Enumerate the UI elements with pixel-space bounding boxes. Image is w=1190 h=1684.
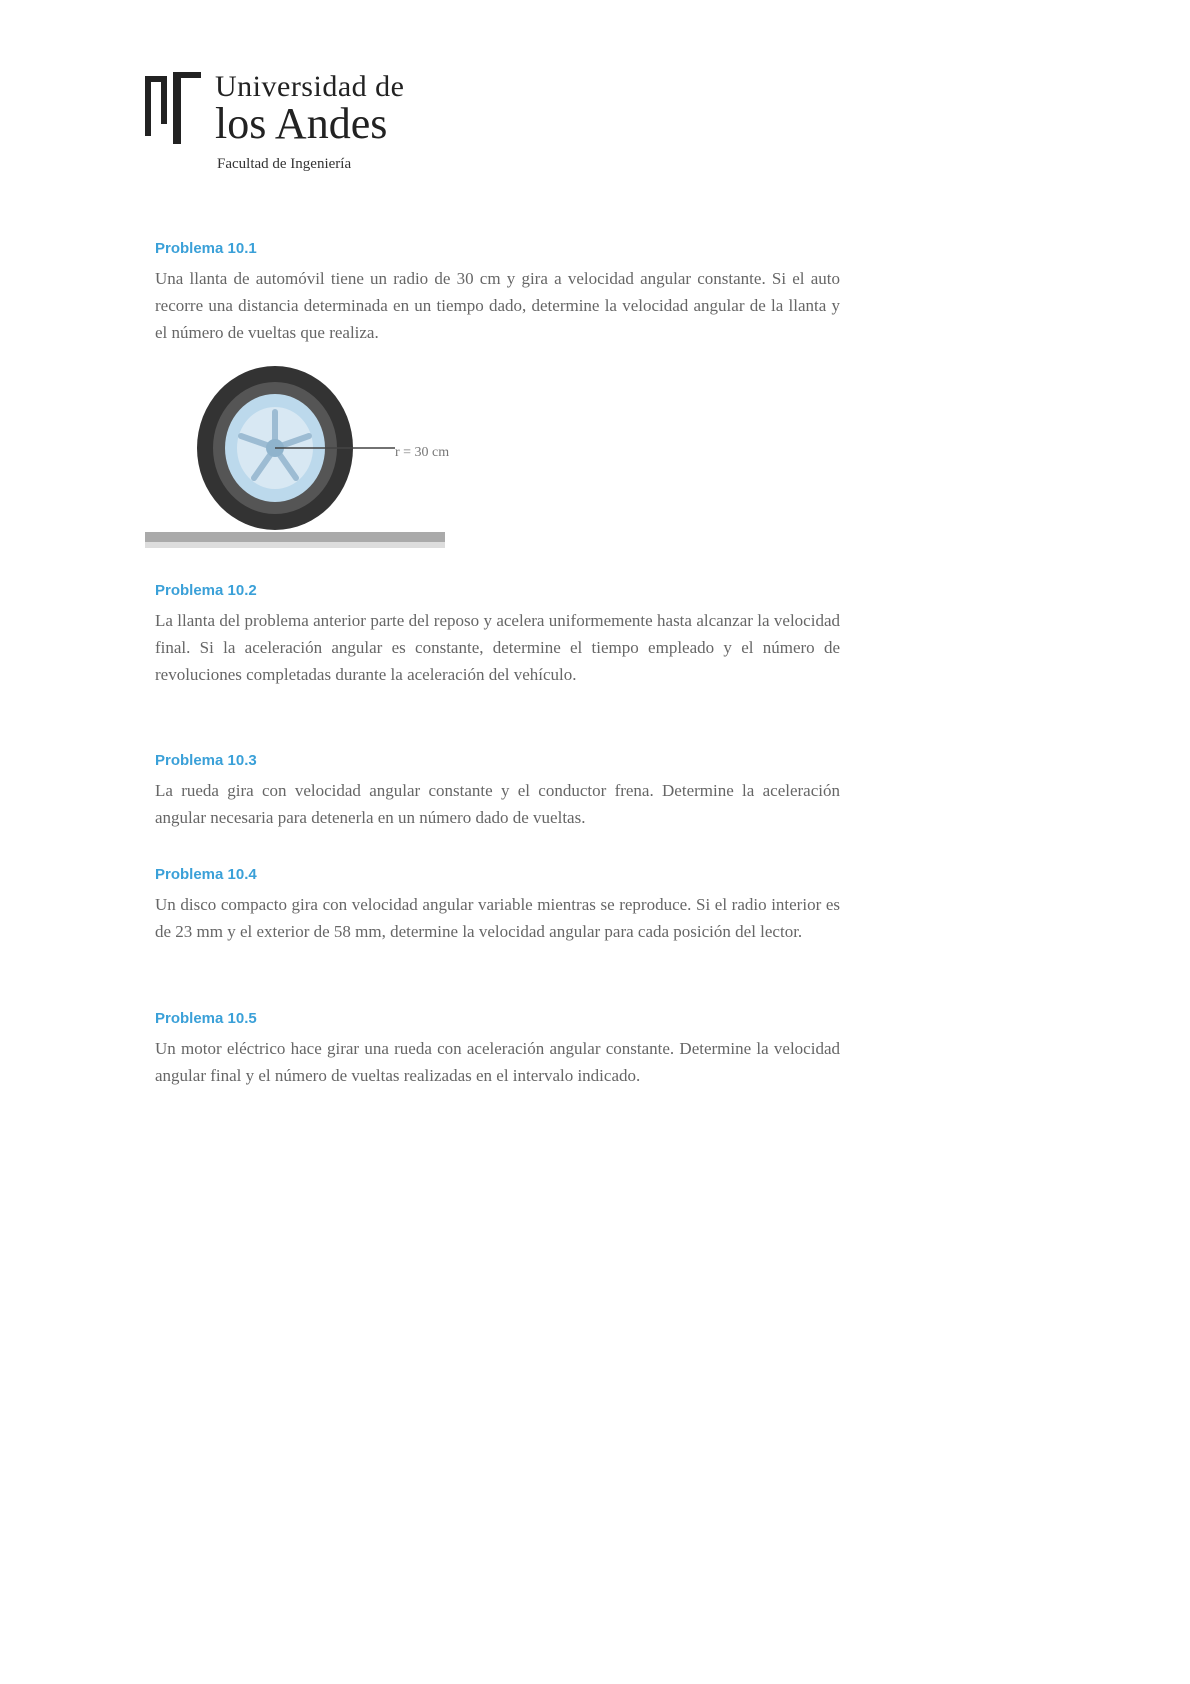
- problem-text: Un disco compacto gira con velocidad angular variable mientras se reproduce. Si el radio interior es de 23 mm y el exterior de 58 mm, determine la velocidad angular para cada posición del lector.: [155, 895, 840, 941]
- problem-heading: Problema 10.4: [155, 866, 257, 883]
- problem-section-1: [155, 240, 840, 346]
- problem-heading: Problema 10.5: [155, 1010, 257, 1027]
- problem-text: Una llanta de automóvil tiene un radio de 30 cm y gira a velocidad angular constante. Si el auto recorre una distancia determinada en un tiempo dado, determine la velocidad angular de la llanta y el número de vueltas que realiza.: [155, 269, 840, 342]
- logo-line-2: los Andes: [215, 99, 388, 148]
- problem-section-5: [155, 1010, 840, 1089]
- logo-line-3: Facultad de Ingeniería: [217, 156, 352, 172]
- problem-section-2: [155, 582, 840, 688]
- problem-section-3: [155, 752, 840, 831]
- problem-text: La llanta del problema anterior parte del reposo y acelera uniformemente hasta alcanzar la velocidad final. Si la aceleración angular es constante, determine el tiempo empleado y el número de revoluciones completadas durante la aceleración del vehículo.: [155, 611, 840, 684]
- problem-heading: Problema 10.3: [155, 752, 257, 769]
- problem-text: Un motor eléctrico hace girar una rueda con aceleración angular constante. Determine la velocidad angular final y el número de vueltas realizadas en el intervalo indicado.: [155, 1039, 840, 1085]
- problem-text: La rueda gira con velocidad angular constante y el conductor frena. Determine la aceleración angular necesaria para detenerla en un número dado de vueltas.: [155, 781, 840, 827]
- problem-heading: Problema 10.1: [155, 240, 257, 257]
- logo-line-1: Universidad de: [215, 70, 405, 103]
- university-logo: [145, 70, 415, 180]
- problem-heading: Problema 10.2: [155, 582, 257, 599]
- radius-label: r = 30 cm: [395, 445, 450, 460]
- university-logo-icon: [145, 72, 205, 144]
- problem-section-4: [155, 866, 840, 945]
